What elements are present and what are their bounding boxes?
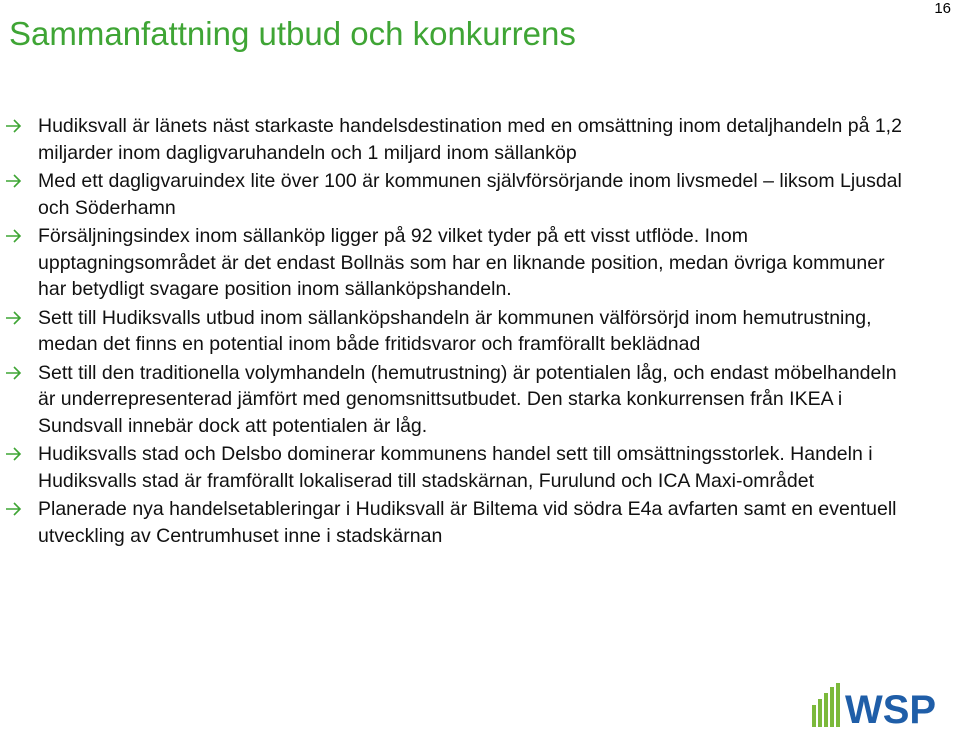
bullet-text: Försäljningsindex inom sällanköp ligger på 92 vilket tyder på ett visst utflöde. Inom upptagningsområdet är det endast Bollnäs som har en liknande position, medan övriga kommuner har betydligt svagare position inom sällanköpshandeln. bbox=[38, 225, 885, 300]
wsp-logo-icon bbox=[812, 683, 840, 727]
bullet-item bbox=[0, 441, 918, 494]
arrow-right-icon bbox=[4, 363, 24, 383]
wsp-logo-text: WSP bbox=[845, 688, 937, 729]
bullet-text: Planerade nya handelsetableringar i Hudiksvall är Biltema vid södra E4a avfarten samt en eventuell utveckling av Centrumhuset inne i stadskärnan bbox=[38, 498, 897, 547]
arrow-right-icon bbox=[4, 308, 24, 328]
bullet-item bbox=[0, 360, 918, 440]
arrow-right-icon bbox=[4, 444, 24, 464]
bullet-text: Hudiksvall är länets näst starkaste handelsdestination med en omsättning inom detaljhandeln på 1,2 miljarder inom dagligvaruhandeln och 1 miljard inom sällanköp bbox=[38, 115, 902, 164]
arrow-right-icon bbox=[4, 226, 24, 246]
bullet-item bbox=[0, 496, 918, 549]
bullet-text: Sett till Hudiksvalls utbud inom sällanköpshandeln är kommunen välförsörjd inom hemutrustning, medan det finns en potential inom både fritidsvaror och framförallt beklädnad bbox=[38, 306, 872, 355]
bullet-item bbox=[0, 168, 918, 221]
arrow-right-icon bbox=[4, 171, 24, 191]
bullet-text: Med ett dagligvaruindex lite över 100 är kommunen självförsörjande inom livsmedel – liksom Ljusdal och Söderhamn bbox=[38, 170, 902, 219]
wsp-logo bbox=[812, 683, 954, 729]
page-number: 16 bbox=[934, 0, 951, 17]
bullet-item bbox=[0, 305, 918, 358]
arrow-right-icon bbox=[4, 499, 24, 519]
bullet-list bbox=[0, 113, 959, 551]
bullet-text: Hudiksvalls stad och Delsbo dominerar kommunens handel sett till omsättningsstorlek. Handeln i Hudiksvalls stad är framförallt lokaliserad till stadskärnan, Furulund och ICA Maxi-området bbox=[38, 443, 873, 492]
bullet-item bbox=[0, 113, 918, 166]
bullet-text: Sett till den traditionella volymhandeln (hemutrustning) är potentialen låg, och endast möbelhandeln är underrepresenterad jämfört med genomsnittsutbudet. Den starka konkurrensen från IKEA i Sundsvall innebär dock att potentialen är låg. bbox=[38, 361, 897, 437]
arrow-right-icon bbox=[4, 116, 24, 136]
slide-title: Sammanfattning utbud och konkurrens bbox=[9, 15, 576, 52]
bullet-item bbox=[0, 223, 918, 303]
